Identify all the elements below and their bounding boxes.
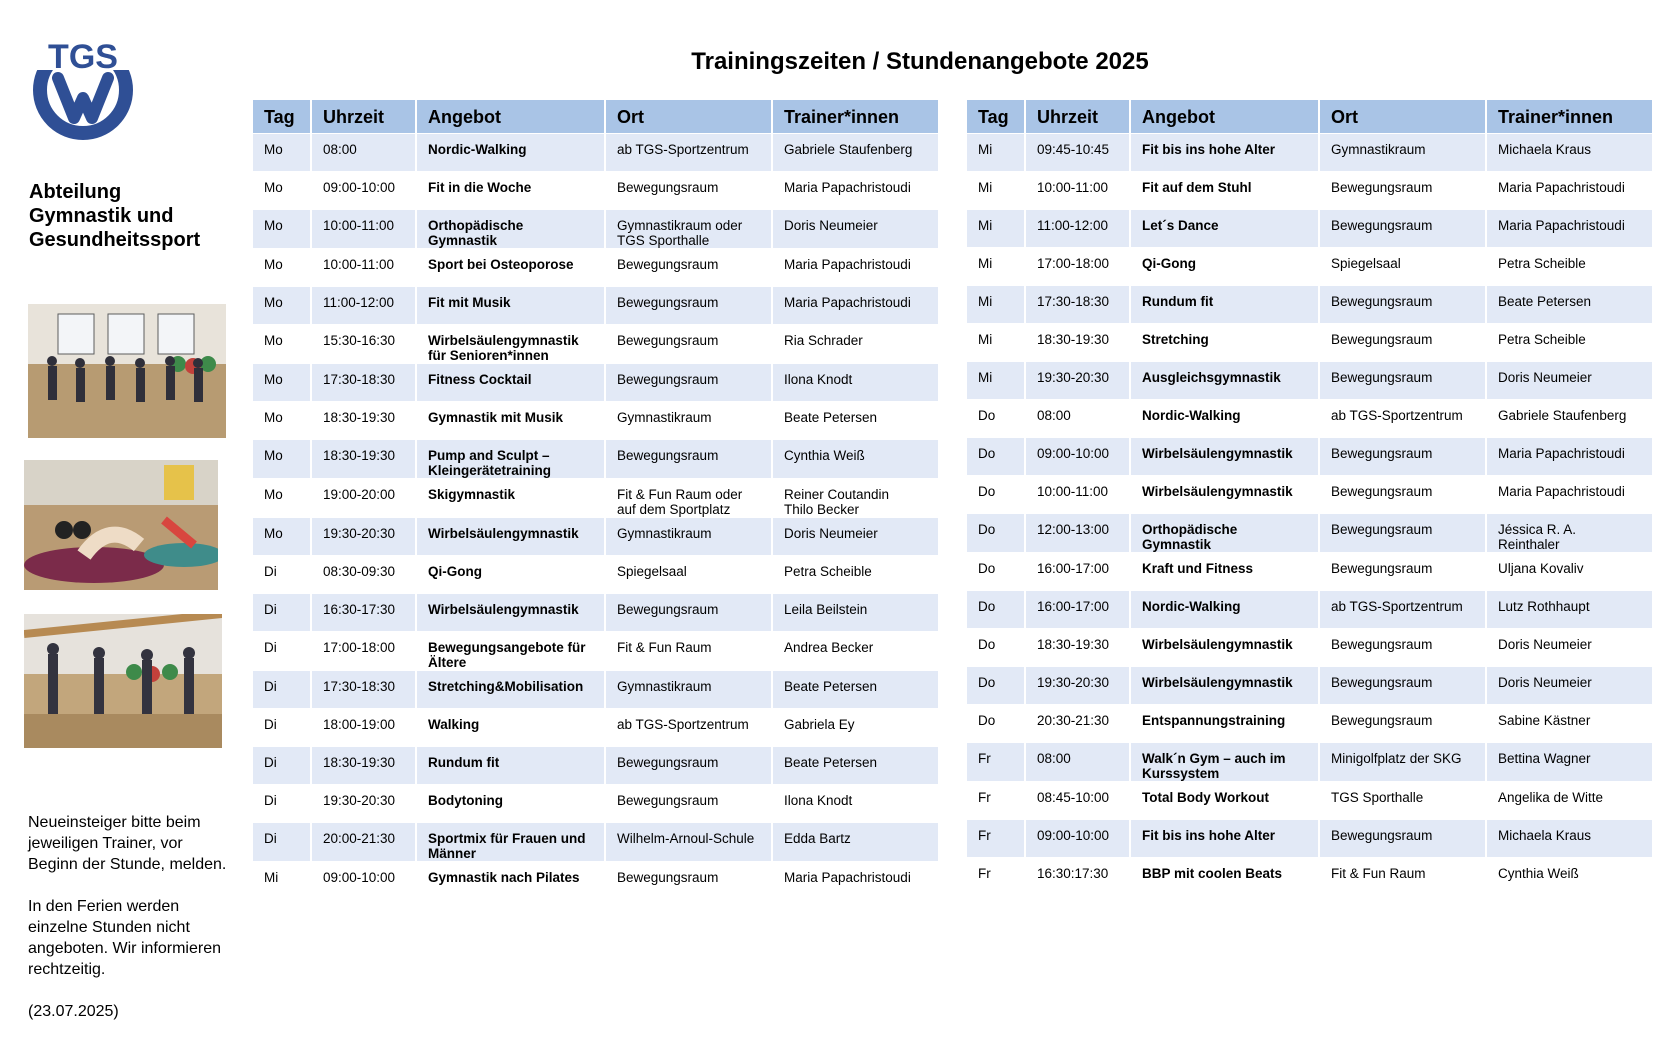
cell-angebot: Gymnastik mit Musik (417, 402, 604, 439)
cell-ort: Bewegungsraum (1320, 172, 1485, 209)
cell-uhrzeit: 10:00-11:00 (312, 249, 415, 286)
cell-trainer: Petra Scheible (1487, 248, 1652, 285)
table-row (253, 594, 938, 631)
cell-angebot: Skigymnastik (417, 479, 604, 517)
cell-angebot: Bodytoning (417, 785, 604, 822)
cell-trainer: Doris Neumeier (1487, 667, 1652, 704)
cell-angebot: Ausgleichsgymnastik (1131, 362, 1318, 399)
cell-ort: Bewegungsraum (606, 249, 771, 286)
cell-angebot: Wirbelsäulengymnastik (417, 594, 604, 631)
cell-angebot: Wirbelsäulengymnastik (1131, 476, 1318, 513)
cell-uhrzeit: 18:30-19:30 (312, 747, 415, 784)
table-row (967, 324, 1652, 361)
cell-ort: Bewegungsraum (1320, 210, 1485, 247)
cell-trainer: Gabriela Ey (773, 709, 938, 746)
cell-ort: Bewegungsraum (1320, 476, 1485, 513)
cell-trainer: Sabine Kästner (1487, 705, 1652, 742)
cell-trainer: Jéssica R. A. Reinthaler (1487, 514, 1652, 552)
cell-uhrzeit: 09:45-10:45 (1026, 134, 1129, 171)
cell-ort: Minigolfplatz der SKG (1320, 743, 1485, 781)
cell-tag: Do (967, 667, 1024, 704)
cell-angebot: Sportmix für Frauen und Männer (417, 823, 604, 861)
cell-trainer: Maria Papachristoudi (1487, 476, 1652, 513)
cell-ort: Gymnastikraum (606, 518, 771, 555)
cell-tag: Di (253, 632, 310, 670)
cell-uhrzeit: 09:00-10:00 (312, 862, 415, 899)
cell-trainer: Doris Neumeier (773, 210, 938, 248)
cell-tag: Mi (253, 862, 310, 899)
cell-trainer: Reiner Coutandin Thilo Becker (773, 479, 938, 517)
cell-ort: Bewegungsraum (1320, 820, 1485, 857)
cell-tag: Do (967, 591, 1024, 628)
table-row (967, 743, 1652, 781)
cell-tag: Di (253, 709, 310, 746)
cell-angebot: Qi-Gong (1131, 248, 1318, 285)
cell-uhrzeit: 16:00-17:00 (1026, 591, 1129, 628)
cell-trainer: Doris Neumeier (773, 518, 938, 555)
table-header-row (253, 100, 938, 133)
cell-uhrzeit: 16:00-17:00 (1026, 553, 1129, 590)
cell-tag: Do (967, 400, 1024, 437)
cell-angebot: Gymnastik nach Pilates (417, 862, 604, 899)
cell-ort: Gymnastikraum (1320, 134, 1485, 171)
cell-ort: Fit & Fun Raum (1320, 858, 1485, 895)
cell-angebot: Orthopädische Gymnastik (1131, 514, 1318, 552)
cell-uhrzeit: 12:00-13:00 (1026, 514, 1129, 552)
table-row (967, 553, 1652, 590)
cell-uhrzeit: 18:30-19:30 (1026, 324, 1129, 361)
cell-uhrzeit: 18:30-19:30 (312, 440, 415, 478)
cell-trainer: Petra Scheible (773, 556, 938, 593)
cell-ort: Bewegungsraum (606, 287, 771, 324)
cell-tag: Fr (967, 743, 1024, 781)
cell-trainer: Maria Papachristoudi (773, 287, 938, 324)
cell-uhrzeit: 08:00 (312, 134, 415, 171)
table-row (967, 858, 1652, 895)
cell-ort: Gymnastikraum (606, 671, 771, 708)
col-header-trainer: Trainer*innen (773, 100, 938, 133)
col-header-angebot: Angebot (417, 100, 604, 133)
cell-ort: TGS Sporthalle (1320, 782, 1485, 819)
cell-uhrzeit: 18:30-19:30 (1026, 629, 1129, 666)
cell-trainer: Maria Papachristoudi (1487, 172, 1652, 209)
cell-tag: Mi (967, 362, 1024, 399)
cell-tag: Mo (253, 287, 310, 324)
table-row (967, 476, 1652, 513)
cell-ort: ab TGS-Sportzentrum (606, 134, 771, 171)
cell-angebot: BBP mit coolen Beats (1131, 858, 1318, 895)
cell-uhrzeit: 19:30-20:30 (1026, 667, 1129, 704)
cell-tag: Mi (967, 134, 1024, 171)
logo-text: TGS (48, 38, 118, 76)
cell-trainer: Doris Neumeier (1487, 629, 1652, 666)
cell-uhrzeit: 16:30-17:30 (312, 594, 415, 631)
gym-photo-3 (24, 614, 222, 748)
cell-ort: Spiegelsaal (606, 556, 771, 593)
cell-trainer: Maria Papachristoudi (1487, 210, 1652, 247)
cell-uhrzeit: 20:00-21:30 (312, 823, 415, 861)
cell-trainer: Ria Schrader (773, 325, 938, 363)
cell-angebot: Kraft und Fitness (1131, 553, 1318, 590)
gym-photo-2 (24, 460, 218, 590)
cell-angebot: Fit bis ins hohe Alter (1131, 820, 1318, 857)
cell-ort: Bewegungsraum (1320, 324, 1485, 361)
cell-angebot: Fitness Cocktail (417, 364, 604, 401)
col-header-ort: Ort (1320, 100, 1485, 133)
cell-uhrzeit: 19:30-20:30 (312, 518, 415, 555)
table-row (967, 438, 1652, 475)
cell-angebot: Rundum fit (417, 747, 604, 784)
cell-angebot: Qi-Gong (417, 556, 604, 593)
cell-angebot: Fit mit Musik (417, 287, 604, 324)
cell-tag: Mo (253, 134, 310, 171)
cell-uhrzeit: 20:30-21:30 (1026, 705, 1129, 742)
table-row (967, 782, 1652, 819)
cell-uhrzeit: 09:00-10:00 (1026, 438, 1129, 475)
table-row (253, 671, 938, 708)
cell-uhrzeit: 18:30-19:30 (312, 402, 415, 439)
cell-angebot: Sport bei Osteoporose (417, 249, 604, 286)
table-row (967, 400, 1652, 437)
cell-ort: Wilhelm-Arnoul-Schule (606, 823, 771, 861)
cell-angebot: Let´s Dance (1131, 210, 1318, 247)
cell-angebot: Pump and Sculpt – Kleingerätetraining (417, 440, 604, 478)
table-row (967, 667, 1652, 704)
cell-trainer: Angelika de Witte (1487, 782, 1652, 819)
table-row (253, 249, 938, 286)
side-note (28, 812, 228, 1022)
table-row (967, 362, 1652, 399)
cell-uhrzeit: 19:30-20:30 (312, 785, 415, 822)
table-row (967, 172, 1652, 209)
cell-angebot: Wirbelsäulengymnastik für Senioren*innen (417, 325, 604, 363)
table-row (253, 632, 938, 670)
cell-trainer: Petra Scheible (1487, 324, 1652, 361)
cell-ort: Fit & Fun Raum (606, 632, 771, 670)
cell-uhrzeit: 09:00-10:00 (312, 172, 415, 209)
cell-tag: Mi (967, 210, 1024, 247)
cell-ort: Bewegungsraum (606, 862, 771, 899)
cell-uhrzeit: 19:00-20:00 (312, 479, 415, 517)
col-header-angebot: Angebot (1131, 100, 1318, 133)
cell-ort: Bewegungsraum (1320, 629, 1485, 666)
table-row (253, 210, 938, 248)
table-row (253, 402, 938, 439)
cell-tag: Di (253, 747, 310, 784)
table-row (253, 785, 938, 822)
cell-trainer: Beate Petersen (773, 747, 938, 784)
cell-tag: Mi (967, 172, 1024, 209)
cell-angebot: Total Body Workout (1131, 782, 1318, 819)
cell-tag: Di (253, 556, 310, 593)
table-row (967, 286, 1652, 323)
cell-angebot: Walk´n Gym – auch im Kurssystem (1131, 743, 1318, 781)
cell-tag: Mo (253, 210, 310, 248)
holiday-note: In den Ferien werden einzelne Stunden nicht angeboten. Wir informieren rechtzeitig. (28, 898, 221, 978)
cell-uhrzeit: 08:30-09:30 (312, 556, 415, 593)
cell-ort: Bewegungsraum (1320, 514, 1485, 552)
cell-ort: Bewegungsraum (606, 325, 771, 363)
cell-trainer: Beate Petersen (773, 402, 938, 439)
cell-angebot: Nordic-Walking (1131, 591, 1318, 628)
cell-tag: Mo (253, 172, 310, 209)
cell-uhrzeit: 08:45-10:00 (1026, 782, 1129, 819)
cell-angebot: Nordic-Walking (417, 134, 604, 171)
cell-tag: Mi (967, 248, 1024, 285)
cell-tag: Do (967, 438, 1024, 475)
cell-tag: Mi (967, 286, 1024, 323)
cell-ort: Bewegungsraum (606, 785, 771, 822)
cell-trainer: Bettina Wagner (1487, 743, 1652, 781)
cell-uhrzeit: 15:30-16:30 (312, 325, 415, 363)
department-heading: Abteilung Gymnastik und Gesundheitssport (29, 181, 201, 251)
cell-angebot: Wirbelsäulengymnastik (1131, 667, 1318, 704)
col-header-uhrzeit: Uhrzeit (1026, 100, 1129, 133)
cell-tag: Mo (253, 364, 310, 401)
col-header-ort: Ort (606, 100, 771, 133)
cell-uhrzeit: 17:30-18:30 (1026, 286, 1129, 323)
cell-uhrzeit: 17:30-18:30 (312, 671, 415, 708)
table-row (253, 709, 938, 746)
cell-trainer: Edda Bartz (773, 823, 938, 861)
cell-tag: Mo (253, 518, 310, 555)
table-header-row (967, 100, 1652, 133)
cell-uhrzeit: 19:30-20:30 (1026, 362, 1129, 399)
cell-tag: Fr (967, 858, 1024, 895)
table-row (253, 172, 938, 209)
cell-trainer: Maria Papachristoudi (773, 172, 938, 209)
table-row (253, 287, 938, 324)
cell-ort: ab TGS-Sportzentrum (1320, 591, 1485, 628)
cell-tag: Mo (253, 479, 310, 517)
cell-tag: Di (253, 594, 310, 631)
cell-trainer: Uljana Kovaliv (1487, 553, 1652, 590)
col-header-tag: Tag (967, 100, 1024, 133)
cell-ort: Gymnastikraum (606, 402, 771, 439)
table-row (253, 862, 938, 899)
table-row (967, 514, 1652, 552)
cell-angebot: Walking (417, 709, 604, 746)
cell-ort: Bewegungsraum (606, 364, 771, 401)
cell-tag: Di (253, 671, 310, 708)
table-row (967, 134, 1652, 171)
cell-ort: Bewegungsraum (606, 594, 771, 631)
cell-trainer: Beate Petersen (773, 671, 938, 708)
cell-ort: Bewegungsraum (1320, 362, 1485, 399)
cell-ort: Bewegungsraum (1320, 553, 1485, 590)
cell-ort: Gymnastikraum oder TGS Sporthalle (606, 210, 771, 248)
cell-trainer: Michaela Kraus (1487, 820, 1652, 857)
cell-ort: Bewegungsraum (1320, 705, 1485, 742)
newcomer-note: Neueinsteiger bitte beim jeweiligen Trainer, vor Beginn der Stunde, melden. (28, 814, 227, 873)
table-row (967, 629, 1652, 666)
col-header-uhrzeit: Uhrzeit (312, 100, 415, 133)
cell-trainer: Cynthia Weiß (773, 440, 938, 478)
cell-tag: Mo (253, 325, 310, 363)
cell-uhrzeit: 16:30:17:30 (1026, 858, 1129, 895)
cell-ort: Spiegelsaal (1320, 248, 1485, 285)
cell-trainer: Maria Papachristoudi (773, 862, 938, 899)
table-row (967, 210, 1652, 247)
cell-tag: Fr (967, 782, 1024, 819)
cell-tag: Do (967, 629, 1024, 666)
table-row (253, 364, 938, 401)
cell-uhrzeit: 17:00-18:00 (1026, 248, 1129, 285)
cell-angebot: Bewegungsangebote für Ältere (417, 632, 604, 670)
cell-ort: Bewegungsraum (606, 747, 771, 784)
cell-trainer: Ilona Knodt (773, 785, 938, 822)
cell-uhrzeit: 08:00 (1026, 400, 1129, 437)
table-row (967, 591, 1652, 628)
page-title: Trainingszeiten / Stundenangebote 2025 (691, 48, 1149, 75)
cell-uhrzeit: 18:00-19:00 (312, 709, 415, 746)
cell-angebot: Rundum fit (1131, 286, 1318, 323)
cell-tag: Do (967, 553, 1024, 590)
table-row (967, 705, 1652, 742)
table-row (253, 747, 938, 784)
table-row (253, 325, 938, 363)
cell-uhrzeit: 08:00 (1026, 743, 1129, 781)
cell-angebot: Orthopädische Gymnastik (417, 210, 604, 248)
cell-ort: Bewegungsraum (1320, 667, 1485, 704)
cell-tag: Fr (967, 820, 1024, 857)
table-row (253, 479, 938, 517)
cell-tag: Do (967, 705, 1024, 742)
cell-trainer: Doris Neumeier (1487, 362, 1652, 399)
col-header-trainer: Trainer*innen (1487, 100, 1652, 133)
cell-ort: Bewegungsraum (606, 440, 771, 478)
cell-trainer: Beate Petersen (1487, 286, 1652, 323)
cell-tag: Mo (253, 402, 310, 439)
schedule-table-right (965, 99, 1654, 896)
cell-angebot: Fit in die Woche (417, 172, 604, 209)
cell-ort: Bewegungsraum (1320, 438, 1485, 475)
table-row (253, 518, 938, 555)
cell-tag: Di (253, 823, 310, 861)
cell-uhrzeit: 17:30-18:30 (312, 364, 415, 401)
cell-uhrzeit: 10:00-11:00 (1026, 476, 1129, 513)
cell-trainer: Maria Papachristoudi (773, 249, 938, 286)
cell-ort: Fit & Fun Raum oder auf dem Sportplatz (606, 479, 771, 517)
cell-angebot: Wirbelsäulengymnastik (1131, 438, 1318, 475)
cell-ort: ab TGS-Sportzentrum (1320, 400, 1485, 437)
cell-uhrzeit: 09:00-10:00 (1026, 820, 1129, 857)
cell-trainer: Andrea Becker (773, 632, 938, 670)
table-row (253, 823, 938, 861)
cell-tag: Do (967, 476, 1024, 513)
cell-trainer: Ilona Knodt (773, 364, 938, 401)
cell-trainer: Cynthia Weiß (1487, 858, 1652, 895)
table-row (967, 248, 1652, 285)
table-row (253, 440, 938, 478)
cell-trainer: Gabriele Staufenberg (1487, 400, 1652, 437)
cell-uhrzeit: 17:00-18:00 (312, 632, 415, 670)
cell-angebot: Entspannungstraining (1131, 705, 1318, 742)
gym-photo-1 (28, 304, 226, 438)
cell-ort: ab TGS-Sportzentrum (606, 709, 771, 746)
cell-angebot: Stretching (1131, 324, 1318, 361)
cell-angebot: Nordic-Walking (1131, 400, 1318, 437)
cell-tag: Do (967, 514, 1024, 552)
cell-angebot: Fit bis ins hohe Alter (1131, 134, 1318, 171)
schedule-table-left (251, 99, 940, 900)
cell-tag: Mi (967, 324, 1024, 361)
cell-trainer: Lutz Rothhaupt (1487, 591, 1652, 628)
table-row (967, 820, 1652, 857)
cell-angebot: Wirbelsäulengymnastik (1131, 629, 1318, 666)
cell-tag: Mo (253, 440, 310, 478)
cell-uhrzeit: 10:00-11:00 (312, 210, 415, 248)
cell-ort: Bewegungsraum (606, 172, 771, 209)
table-row (253, 134, 938, 171)
cell-angebot: Fit auf dem Stuhl (1131, 172, 1318, 209)
cell-uhrzeit: 11:00-12:00 (1026, 210, 1129, 247)
cell-ort: Bewegungsraum (1320, 286, 1485, 323)
cell-tag: Di (253, 785, 310, 822)
cell-trainer: Gabriele Staufenberg (773, 134, 938, 171)
col-header-tag: Tag (253, 100, 310, 133)
tgs-logo (28, 38, 138, 148)
cell-uhrzeit: 10:00-11:00 (1026, 172, 1129, 209)
cell-trainer: Maria Papachristoudi (1487, 438, 1652, 475)
cell-angebot: Wirbelsäulengymnastik (417, 518, 604, 555)
cell-tag: Mo (253, 249, 310, 286)
table-row (253, 556, 938, 593)
update-date: (23.07.2025) (28, 1003, 119, 1020)
cell-angebot: Stretching&Mobilisation (417, 671, 604, 708)
cell-trainer: Michaela Kraus (1487, 134, 1652, 171)
cell-trainer: Leila Beilstein (773, 594, 938, 631)
cell-uhrzeit: 11:00-12:00 (312, 287, 415, 324)
